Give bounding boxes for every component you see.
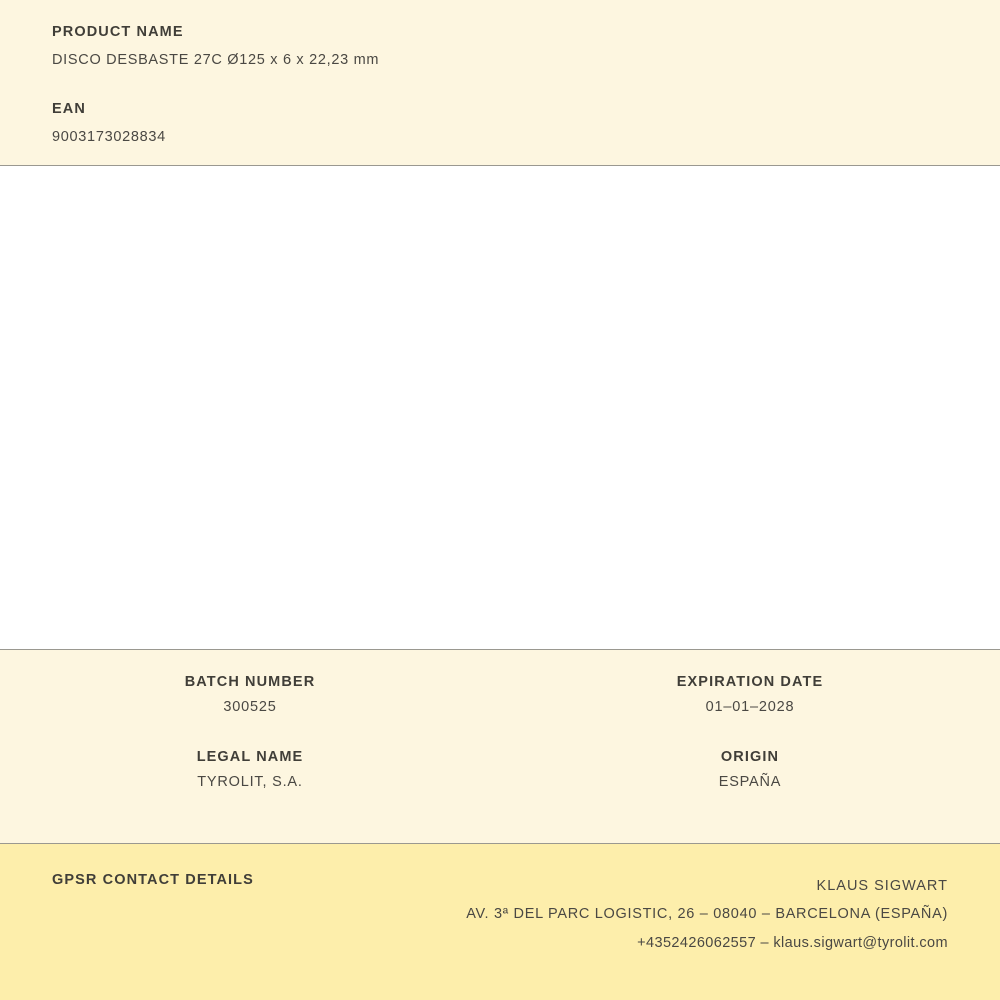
product-details-grid [0, 674, 1000, 790]
expiration-date-cell [500, 674, 1000, 715]
gpsr-contact-phone-email: +4352426062557 – klaus.sigwart@tyrolit.com [637, 934, 948, 951]
blank-content-area [0, 166, 1000, 650]
product-details-block [0, 650, 1000, 844]
origin-cell [500, 749, 1000, 790]
batch-number-cell [0, 674, 500, 715]
origin-label: ORIGIN [720, 749, 780, 765]
gpsr-contact-address: AV. 3ª DEL PARC LOGISTIC, 26 – 08040 – BARCELONA (ESPAÑA) [466, 906, 948, 923]
ean-label: EAN [52, 100, 86, 117]
gpsr-contact-details [466, 872, 948, 957]
gpsr-contact-block [0, 844, 1000, 1000]
product-header-block [0, 0, 1000, 166]
legal-name-value: TYROLIT, S.A. [197, 774, 303, 790]
batch-number-value: 300525 [223, 699, 277, 715]
gpsr-contact-label: GPSR CONTACT DETAILS [52, 872, 254, 888]
expiration-date-label: EXPIRATION DATE [676, 674, 824, 690]
ean-field [0, 99, 1000, 148]
ean-value: 9003173028834 [52, 128, 166, 145]
product-name-field [0, 22, 1000, 71]
gpsr-contact-name: KLAUS SIGWART [816, 878, 948, 894]
expiration-date-value: 01–01–2028 [705, 699, 795, 715]
origin-value: ESPAÑA [718, 774, 782, 790]
product-name-label: PRODUCT NAME [52, 24, 184, 40]
legal-name-cell [0, 749, 500, 790]
legal-name-label: LEGAL NAME [196, 749, 304, 765]
batch-number-label: BATCH NUMBER [184, 674, 316, 690]
product-name-value: DISCO DESBASTE 27C Ø125 x 6 x 22,23 mm [52, 52, 380, 69]
